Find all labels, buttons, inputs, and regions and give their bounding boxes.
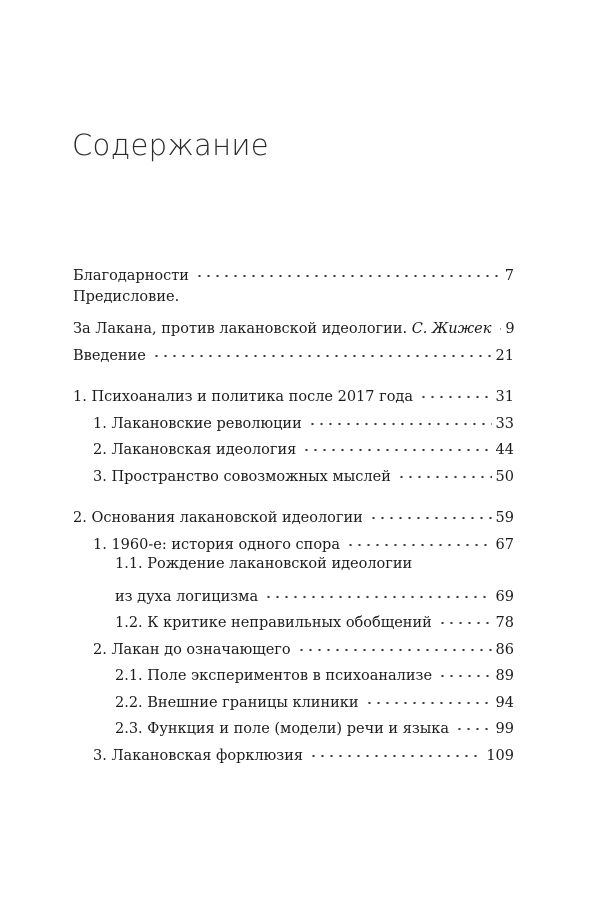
- toc-entry-title: 1. Психоанализ и политика после 2017 года: [73, 389, 413, 405]
- toc-page-number: 94: [495, 695, 514, 711]
- toc-entry-1-1[interactable]: [93, 408, 514, 432]
- toc-page-number: 99: [495, 721, 514, 737]
- toc-entry-preface-zizek[interactable]: [73, 313, 515, 337]
- toc-entry-acknowledgements[interactable]: [73, 260, 514, 284]
- toc-page-number: 69: [495, 589, 514, 605]
- toc-entry-1-3[interactable]: [93, 461, 514, 485]
- toc-page-number: 21: [495, 348, 514, 364]
- toc-entry-chapter-2[interactable]: [73, 502, 514, 526]
- toc-entry-2-1[interactable]: [93, 529, 514, 553]
- toc-leader-dots: [295, 632, 492, 652]
- toc-entry-title: 3. Лакановская форклюзия: [93, 748, 304, 764]
- toc-leader-dots: [262, 579, 491, 599]
- toc-entry-title: Благодарности: [73, 268, 189, 284]
- toc-entry-title: 2. Лакан до означающего: [93, 642, 291, 658]
- toc-entry-title: 2.2. Внешние границы клиники: [115, 695, 359, 711]
- toc-entry-preface[interactable]: [73, 287, 514, 307]
- toc-page-number: 86: [495, 642, 514, 658]
- toc-leader-dots: [495, 311, 501, 331]
- toc-page-number: 33: [495, 416, 514, 432]
- toc-entry-title: 2.3. Функция и поле (модели) речи и языка: [115, 721, 450, 737]
- toc-leader-dots: [150, 338, 492, 358]
- toc-entry-1-2[interactable]: [93, 434, 514, 458]
- toc-page-number: 67: [495, 537, 514, 553]
- toc-entry-chapter-1[interactable]: [73, 381, 514, 405]
- page-title: Содержание: [72, 128, 269, 162]
- toc-entry-title: Предисловие.: [73, 289, 180, 305]
- toc-entry-title: 2. Лакановская идеология: [93, 442, 297, 458]
- toc-entry-title: 2.1. Поле экспериментов в психоанализе: [115, 668, 433, 684]
- toc-page-number: 50: [495, 469, 514, 485]
- toc-leader-dots: [395, 459, 492, 479]
- toc-page-number: 59: [495, 510, 514, 526]
- toc-page-number: 89: [495, 668, 514, 684]
- toc-entry-title-text: За Лакана, против лакановской идеологии.: [73, 321, 408, 337]
- toc-entry-2-2-3[interactable]: [115, 713, 514, 737]
- toc-entry-title: Введение: [73, 348, 146, 364]
- toc-entry-2-2-2[interactable]: [115, 687, 514, 711]
- toc-entry-title: 3. Пространство совозможных мыслей: [93, 469, 391, 485]
- toc-leader-dots: [417, 379, 492, 399]
- toc-leader-dots: [193, 258, 501, 278]
- toc-entry-title: [73, 319, 491, 339]
- toc-leader-dots: [363, 685, 492, 705]
- toc-entry-title: 2. Основания лакановской идеологии: [73, 510, 363, 526]
- toc-leader-dots: [307, 738, 482, 758]
- toc-entry-title: 1. 1960-е: история одного спора: [93, 537, 340, 553]
- toc-page-number: 31: [495, 389, 514, 405]
- toc-entry-title: 1.2. К критике неправильных обобщений: [115, 615, 432, 631]
- toc-entry-title: 1.1. Рождение лакановской идеологии: [115, 556, 413, 572]
- toc-page-number: 9: [505, 321, 515, 337]
- toc-entry-2-2-1[interactable]: [115, 660, 514, 684]
- toc-entry-author: С. Жижек: [411, 321, 492, 337]
- toc-leader-dots: [300, 432, 491, 452]
- toc-page-number: 109: [486, 748, 514, 764]
- toc-leader-dots: [436, 658, 492, 678]
- toc-entry-2-3[interactable]: [93, 740, 514, 764]
- toc-leader-dots: [436, 605, 492, 625]
- toc-entry-introduction[interactable]: [73, 340, 514, 364]
- toc-entry-2-2[interactable]: [93, 634, 514, 658]
- toc-entry-title: из духа логицизма: [115, 589, 259, 605]
- toc-leader-dots: [344, 527, 492, 547]
- toc-page-number: 44: [495, 442, 514, 458]
- toc-leader-dots: [306, 406, 492, 426]
- toc-leader-dots: [367, 500, 492, 520]
- toc-page-number: 7: [504, 268, 514, 284]
- toc-entry-2-1-2[interactable]: [115, 607, 514, 631]
- toc-leader-dots: [453, 711, 492, 731]
- toc-entry-2-1-1[interactable]: [115, 554, 514, 574]
- toc-page-number: 78: [495, 615, 514, 631]
- toc-entry-2-1-1-cont[interactable]: [115, 581, 514, 605]
- toc-entry-title: 1. Лакановские революции: [93, 416, 302, 432]
